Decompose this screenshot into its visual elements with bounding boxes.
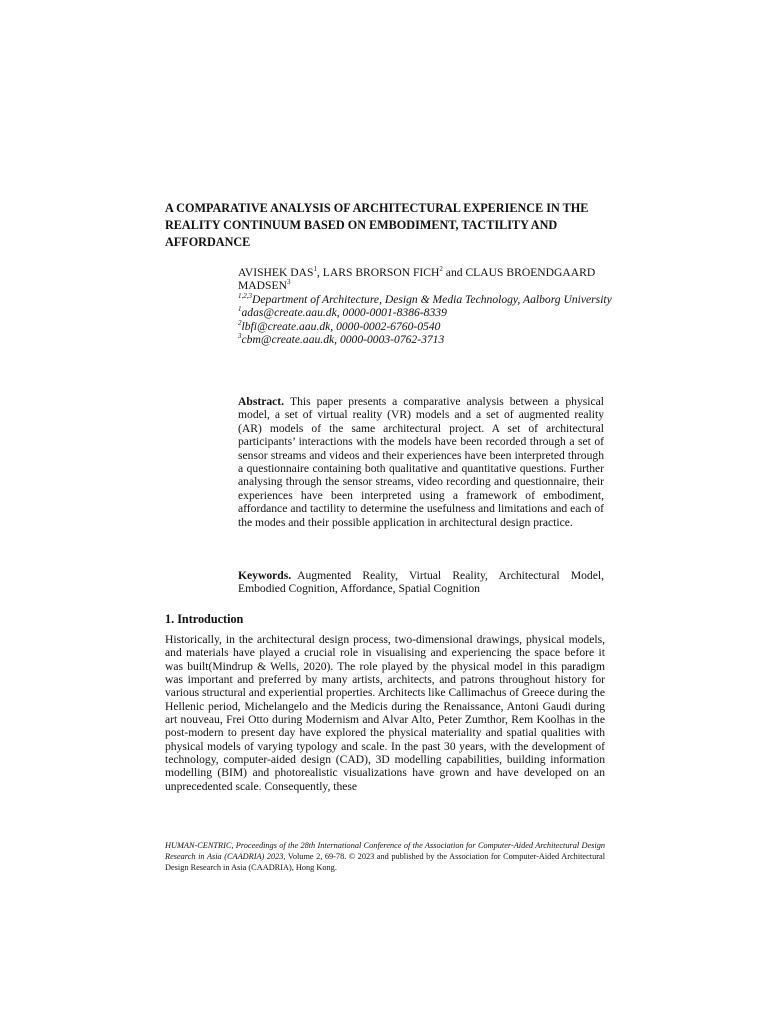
keywords — [238, 569, 604, 596]
abstract-label: Abstract. — [238, 395, 285, 408]
author-2-name: LARS BRORSON FICH — [322, 266, 440, 279]
author-separator: and — [442, 266, 466, 279]
email-text: lbfi@create.aau.dk, 0000-0002-6760-0540 — [241, 319, 441, 333]
author-3-email — [238, 333, 618, 346]
author-3-superscript: 3 — [286, 278, 291, 287]
footnote-italic-text: HUMAN-CENTRIC, Proceedings of the 28th International Conference of the Association for Computer-Aided Architectural Design Research in Asia (CAADRIA) 2023 — [165, 841, 605, 862]
author-names — [238, 266, 618, 293]
proceedings-footnote — [165, 840, 605, 874]
author-block — [238, 266, 618, 346]
email-text: adas@create.aau.dk, 0000-0001-8386-8339 — [241, 306, 447, 320]
affiliation-text: Department of Architecture, Design & Media Technology, Aalborg University — [252, 292, 612, 306]
author-separator: , — [316, 266, 323, 279]
email-superscript: 1 — [238, 305, 242, 314]
section-heading: 1. Introduction — [165, 612, 244, 626]
author-2-email — [238, 320, 618, 333]
author-1-superscript: 1 — [313, 265, 317, 274]
email-superscript: 3 — [238, 332, 242, 341]
section-body-text: Historically, in the architectural design process, two-dimensional drawings, physical models, and materials have played a crucial role in visualising and experiencing the space before it was built(Mindrup & Wells, 2020). The role played by the physical model in this paradigm was important and preferred by many artists, architects, and patrons throughout history for various structural and experiential properties. Architects like Callimachus of Greece during the Hellenic period, Michelangelo and the Medicis during the Renaissance, Antoni Gaudi during art nouveau, Frei Otto during Modernism and Alvar Alto, Peter Zumthor, Rem Koolhas in the post-modern to present day have explored the physical materiality and spatial qualities with physical models of varying typology and scale. In the past 30 years, with the development of technology, computer-aided design (CAD), 3D modelling capabilities, building information modelling (BIM) and photorealistic visualizations have grown and have developed on an unprecedented scale. Consequently, these — [165, 633, 605, 793]
author-3-name: CLAUS BROENDGAARD MADSEN — [238, 266, 596, 293]
author-affiliation — [238, 293, 618, 306]
author-1-name: AVISHEK DAS — [238, 266, 314, 279]
author-1-email — [238, 306, 618, 319]
keywords-text: Augmented Reality, Virtual Reality, Architectural Model, Embodied Cognition, Affordance, Spatial Cognition — [238, 569, 604, 596]
author-2-superscript: 2 — [439, 265, 443, 274]
email-superscript: 2 — [238, 318, 242, 327]
abstract-text: This paper presents a comparative analysis between a physical model, a set of virtual reality (VR) models and a set of augmented reality (AR) models of the same architectural project. A set of architectural participants’ interactions with the models have been recorded through a set of sensor streams and videos and their experiences have been interpreted through a questionnaire containing both qualitative and quantitative questions. Further analysing through the sensor streams, video recording and questionnaire, their experiences have been interpreted using a framework of embodiment, affordance and tactility to determine the usefulness and limitations and each of the modes and their possible application in architectural design practice. — [238, 395, 604, 529]
footnote-text: , Volume 2, 69-78. © 2023 and published by the Association for Computer-Aided Architectural Design Research in Asia (CAADRIA), Hong Kong. — [165, 852, 605, 873]
email-text: cbm@create.aau.dk, 0000-0003-0762-3713 — [241, 333, 445, 347]
abstract — [238, 395, 604, 529]
paper-title: A COMPARATIVE ANALYSIS OF ARCHITECTURAL EXPERIENCE IN THE REALITY CONTINUUM BASED ON EMBODIMENT, TACTILITY AND AFFORDANCE — [165, 201, 589, 249]
keywords-label: Keywords. — [238, 569, 292, 582]
affiliation-superscript: 1,2,3 — [238, 291, 252, 300]
